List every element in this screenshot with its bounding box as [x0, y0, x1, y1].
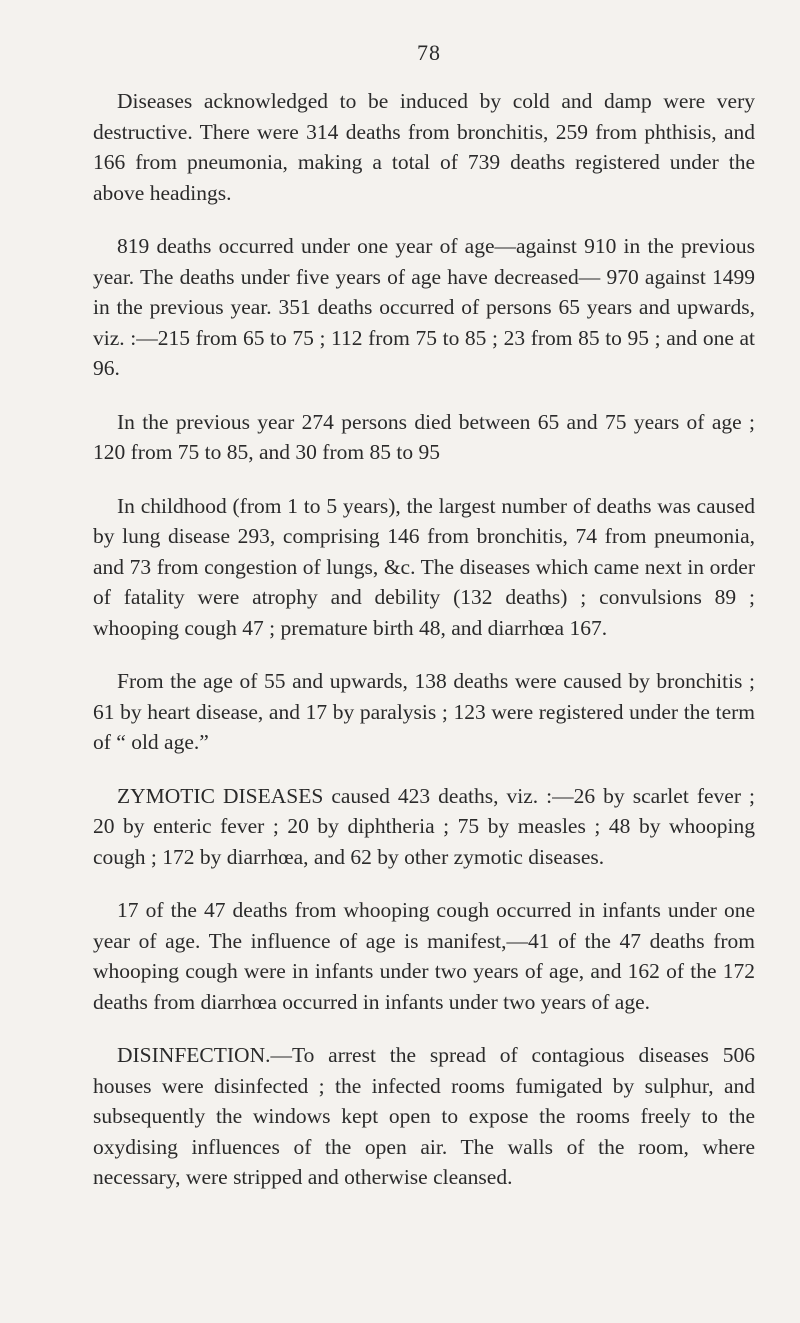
- paragraph-whooping-cough: 17 of the 47 deaths from whooping cough occurred in infants under one year of age. The influence of age is manifest,—41 of the 47 deaths from whooping cough were in infants under two years of age, and 162 of the 172 deaths from diarrhœa occurred in infants under two years of age.: [93, 898, 755, 1014]
- paragraph-previous-year: In the previous year 274 persons died between 65 and 75 years of age ; 120 from 75 to 85, and 30 from 85 to 95: [93, 409, 755, 464]
- paragraph-disinfection: DISINFECTION.—To arrest the spread of contagious diseases 506 houses were disinfected ; the infected rooms fumigated by sulphur, and subsequently the windows kept open to expose the rooms freely to the oxydising influences of the open air. The walls of the room, where necessary, were stripped and otherwise cleansed.: [93, 1043, 755, 1189]
- paragraph-age-55-upwards: From the age of 55 and upwards, 138 deaths were caused by bronchitis ; 61 by heart disease, and 17 by paralysis ; 123 were registered under the term of “ old age.”: [93, 669, 755, 754]
- document-page: [93, 40, 755, 1216]
- paragraph-zymotic-diseases: ZYMOTIC DISEASES caused 423 deaths, viz. :—26 by scarlet fever ; 20 by enteric fever ; 20 by diphtheria ; 75 by measles ; 48 by whooping cough ; 172 by diarrhœa, and 62 by other zymotic diseases.: [93, 783, 755, 869]
- paragraph-cold-damp-diseases: Diseases acknowledged to be induced by cold and damp were very destructive. There were 314 deaths from bronchitis, 259 from phthisis, and 166 from pneumonia, making a total of 739 deaths registered under the above headings.: [93, 89, 755, 205]
- paragraph-infant-deaths: 819 deaths occurred under one year of age—against 910 in the previous year. The deaths under five years of age have decreased— 970 against 1499 in the previous year. 351 deaths occurred of persons 65 years and upwards, viz. :—215 from 65 to 75 ; 112 from 75 to 85 ; 23 from 85 to 95 ; and one at 96.: [93, 234, 755, 380]
- page-number: 78: [417, 40, 441, 65]
- paragraph-childhood: In childhood (from 1 to 5 years), the largest number of deaths was caused by lung disease 293, comprising 146 from bronchitis, 74 from pneumonia, and 73 from congestion of lungs, &c. The diseases which came next in order of fatality were atrophy and debility (132 deaths) ; convulsions 89 ; whooping cough 47 ; premature birth 48, and diarrhœa 167.: [93, 493, 755, 640]
